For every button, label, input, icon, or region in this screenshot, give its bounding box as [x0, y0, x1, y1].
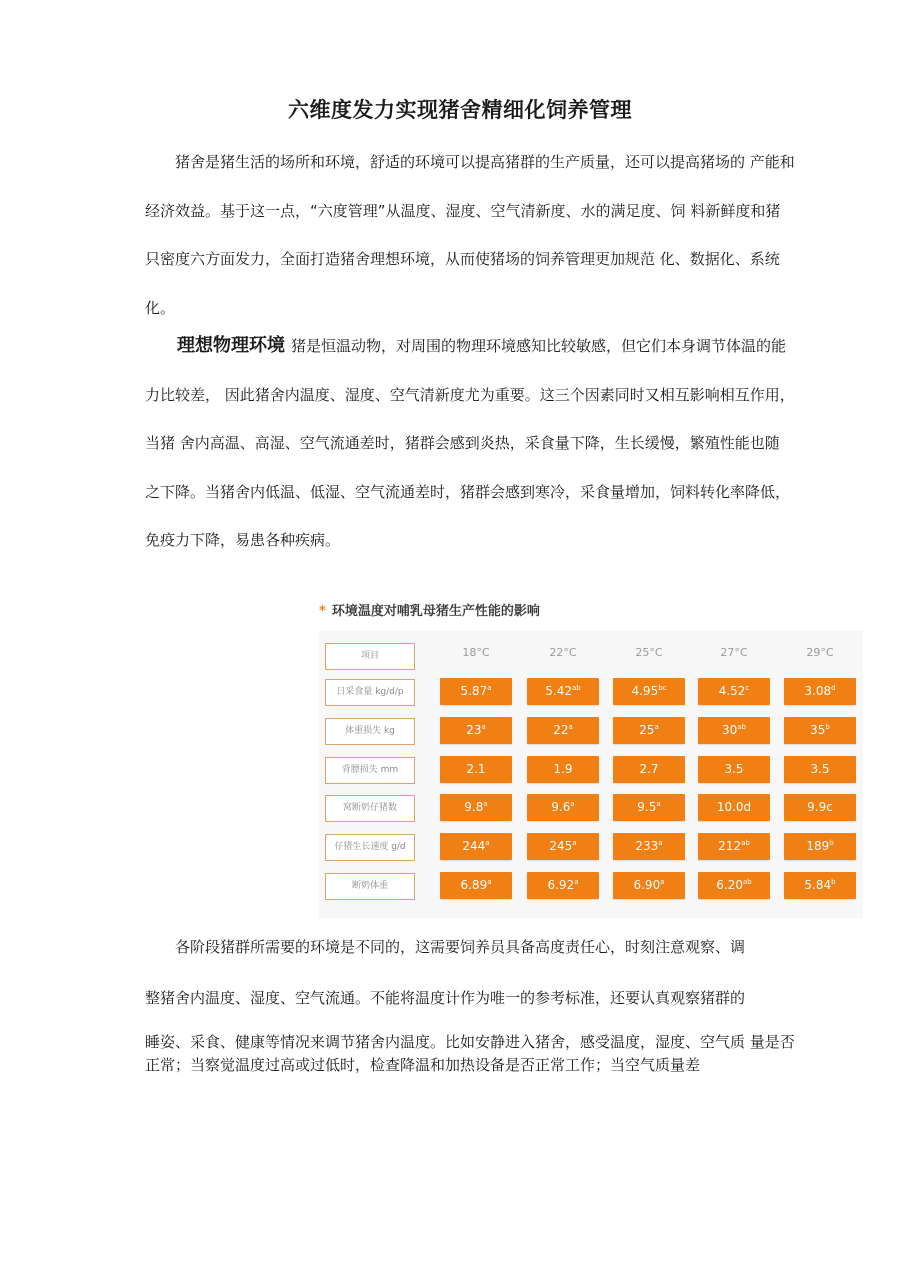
significance-mark: a	[570, 800, 575, 808]
value-cell	[440, 717, 512, 744]
row-label: 背膘损失 mm	[325, 757, 415, 784]
cell-value: 3.08	[804, 684, 832, 698]
cell-value: 6.92	[547, 878, 575, 892]
value-cell	[527, 717, 599, 744]
value-cell	[698, 794, 770, 821]
physical-environment-paragraph	[145, 322, 795, 565]
closing-paragraph-line1: 各阶段猪群所需要的环境是不同的，这需要饲养员具备高度责任心，时刻注意观察、调	[175, 938, 746, 956]
closing-paragraph-line2: 整猪舍内温度、湿度、空气流通。不能将温度计作为唯一的参考标准，还要认真观察猪群的	[145, 989, 746, 1007]
figure-star-mark: *	[319, 604, 326, 619]
value-cell	[784, 833, 856, 860]
significance-mark: a	[487, 878, 492, 886]
value-cell	[527, 678, 599, 705]
value-cell	[613, 833, 685, 860]
value-cell	[784, 794, 856, 821]
cell-value: 30	[721, 723, 738, 737]
figure-title	[319, 600, 540, 619]
significance-mark: a	[656, 800, 661, 808]
cell-value: 6.20	[716, 878, 743, 892]
significance-mark: a	[660, 878, 665, 886]
value-cell	[784, 717, 856, 744]
significance-mark: ab	[742, 878, 752, 886]
value-cell	[527, 756, 599, 783]
significance-mark: ab	[741, 839, 750, 847]
significance-mark: a	[568, 723, 573, 731]
cell-value: 2.1	[466, 762, 486, 776]
cell-value: 3.5	[724, 762, 744, 776]
value-cell	[440, 756, 512, 783]
figure-title-text: 环境温度对哺乳母猪生产性能的影响	[331, 604, 540, 619]
value-cell	[527, 872, 599, 899]
cell-value: 9.8	[464, 800, 484, 814]
page-title: 六维度发力实现猪舍精细化饲养管理	[288, 98, 632, 122]
value-cell	[440, 833, 512, 860]
value-cell	[698, 717, 770, 744]
section-heading: 理想物理环境	[177, 335, 285, 356]
significance-mark: a	[487, 684, 492, 692]
significance-mark: c	[745, 684, 750, 692]
row-label: 仔猪生长速度 g/d	[325, 834, 415, 861]
cell-value: 5.84	[804, 878, 832, 892]
cell-value: 23	[466, 723, 482, 737]
closing-paragraph-line3: 睡姿、采食、健康等情况来调节猪舍内温度。比如安静进入猪舍，感受温度，湿度、空气质 量是否正常；当察觉温度过高或过低时，检查降温和加热设备是否正常工作；当空气质量差	[145, 1033, 795, 1074]
significance-mark: a	[572, 839, 577, 847]
row-label: 体重损失 kg	[325, 718, 415, 745]
value-cell	[440, 872, 512, 899]
intro-paragraph: 猪舍是猪生活的场所和环境，舒适的环境可以提高猪群的生产质量，还可以提高猪场的 产能和经济效益。基于这一点，“六度管理”从温度、湿度、空气清新度、水的满足度、饲 料新鲜度和猪只密度六方面发力，全面打造猪舍理想环境，从而使猪场的饲养管理更加规范 化、数据化、系统化。	[145, 153, 795, 317]
cell-value: 9.5	[637, 800, 657, 814]
value-cell	[784, 756, 856, 783]
row-label: 日采食量 kg/d/p	[325, 679, 415, 706]
cell-value: 233	[635, 839, 659, 853]
cell-value: 9.9c	[807, 800, 833, 814]
significance-mark: a	[574, 878, 579, 886]
value-cell	[613, 872, 685, 899]
cell-value: 245	[549, 839, 573, 853]
significance-mark: b	[825, 723, 830, 731]
value-cell	[698, 833, 770, 860]
significance-mark: bc	[658, 684, 667, 692]
significance-mark: a	[481, 723, 486, 731]
value-cell	[527, 833, 599, 860]
cell-value: 5.42	[545, 684, 572, 698]
value-cell	[698, 756, 770, 783]
item-header-label: 项目	[325, 643, 415, 670]
physical-environment-text: 猪是恒温动物，对周围的物理环境感知比较敏感，但它们本身调节体温的能力比较差， 因此猪舍内温度、湿度、空气清新度尤为重要。这三个因素同时又相互影响相互作用，当猪 舍内高温、高湿、空气流通差时，猪群会感到炎热，采食量下降，生长缓慢，繁殖性能也随 之下降。当猪舍内低温、低湿、空气流通差时，猪群会感到寒冷，采食量增加，饲料转化率降低，免疫力下降，易患各种疾病。	[145, 337, 795, 549]
value-cell	[784, 678, 856, 705]
value-cell	[613, 756, 685, 783]
cell-value: 22	[553, 723, 569, 737]
cell-value: 4.95	[631, 684, 659, 698]
value-cell	[440, 794, 512, 821]
significance-mark: a	[485, 839, 490, 847]
cell-value: 6.90	[633, 878, 661, 892]
significance-mark: ab	[571, 684, 581, 692]
cell-value: 1.9	[553, 762, 573, 776]
cell-value: 4.52	[718, 684, 746, 698]
column-header: 25°C	[635, 646, 663, 659]
value-cell	[613, 717, 685, 744]
cell-value: 10.0d	[716, 800, 752, 814]
column-header: 27°C	[720, 646, 748, 659]
column-header: 22°C	[549, 646, 577, 659]
significance-mark: a	[658, 839, 663, 847]
significance-mark: a	[654, 723, 659, 731]
value-cell	[698, 872, 770, 899]
cell-value: 9.6	[551, 800, 571, 814]
significance-mark: a	[483, 800, 488, 808]
significance-mark: b	[831, 878, 836, 886]
value-cell	[527, 794, 599, 821]
significance-mark: ab	[737, 723, 746, 731]
value-cell	[698, 678, 770, 705]
significance-mark: d	[831, 684, 836, 692]
cell-value: 6.89	[460, 878, 488, 892]
value-cell	[613, 678, 685, 705]
significance-mark: b	[829, 839, 834, 847]
value-cell	[440, 678, 512, 705]
cell-value: 3.5	[810, 762, 830, 776]
cell-value: 2.7	[639, 762, 659, 776]
temperature-effect-figure	[313, 596, 865, 918]
value-cell	[613, 794, 685, 821]
row-label: 窝断奶仔猪数	[325, 795, 415, 822]
value-cell	[784, 872, 856, 899]
cell-value: 189	[806, 839, 830, 853]
cell-value: 35	[810, 723, 826, 737]
column-header: 18°C	[462, 646, 490, 659]
row-label: 断奶体重	[325, 873, 415, 900]
column-header: 29°C	[806, 646, 834, 659]
cell-value: 212	[718, 839, 742, 853]
cell-value: 5.87	[460, 684, 488, 698]
cell-value: 25	[639, 723, 655, 737]
cell-value: 244	[462, 839, 486, 853]
